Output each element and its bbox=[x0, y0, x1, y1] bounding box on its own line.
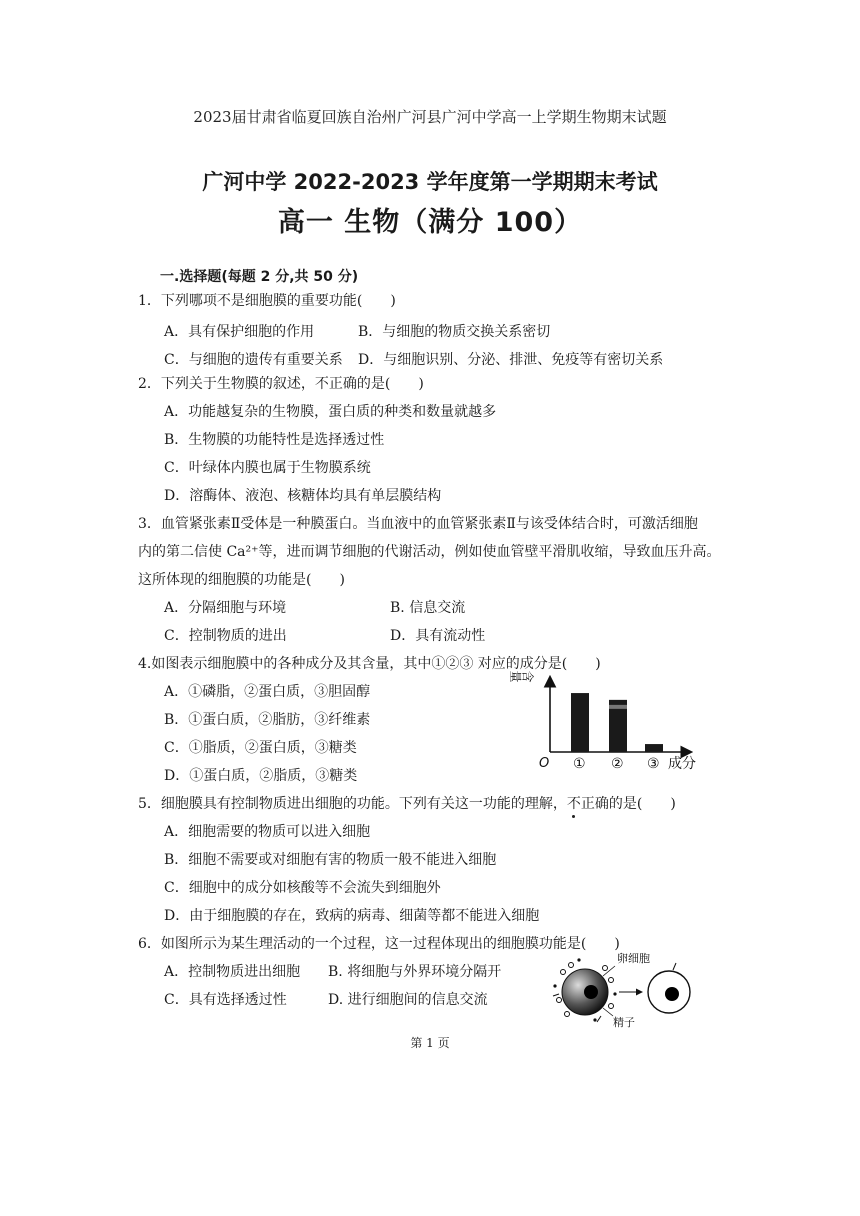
question-5-option-a: A．细胞需要的物质可以进入细胞 bbox=[164, 824, 371, 840]
document-title: 2023届甘肃省临夏回族自治州广河县广河中学高一上学期生物期末试题 bbox=[193, 108, 667, 126]
question-3-stem-line-1: 3．血管紧张素Ⅱ受体是一种膜蛋白。当血液中的血管紧张素Ⅱ与该受体结合时，可激活细胞 bbox=[138, 516, 698, 532]
question-4-option-c: C．①脂质，②蛋白质，③糖类 bbox=[164, 740, 357, 756]
subject-title: 高一 生物（满分 100） bbox=[277, 207, 583, 238]
chart-x-axis-label: 成分 bbox=[668, 756, 696, 772]
chart-tick-label-1: ① bbox=[573, 756, 586, 772]
chart-tick-label-2: ② bbox=[611, 756, 624, 772]
chart-tick-label-3: ③ bbox=[647, 756, 660, 772]
chart-bar-1 bbox=[571, 693, 589, 752]
membrane-composition-chart bbox=[510, 669, 710, 782]
egg-cell-with-sperm bbox=[553, 958, 617, 1022]
sperm-label-pointer bbox=[603, 1008, 613, 1016]
question-2-option-d: D．溶酶体、液泡、核糖体均具有单层膜结构 bbox=[164, 488, 442, 504]
page-number: 第 1 页 bbox=[410, 1036, 450, 1050]
question-3-option-d: D．具有流动性 bbox=[390, 628, 486, 644]
question-1-option-c: C．与细胞的遗传有重要关系 bbox=[164, 352, 343, 368]
question-6-option-a: A．控制物质进出细胞 bbox=[164, 964, 301, 980]
egg-cell-label: 卵细胞 bbox=[617, 952, 650, 965]
question-3-option-a: A．分隔细胞与环境 bbox=[164, 600, 287, 616]
question-6-stem: 6．如图所示为某生理活动的一个过程，这一过程体现出的细胞膜功能是( ) bbox=[138, 936, 620, 952]
question-2-stem: 2．下列关于生物膜的叙述，不正确的是( ) bbox=[138, 376, 424, 392]
question-4-option-a: A．①磷脂，②蛋白质，③胆固醇 bbox=[164, 684, 371, 700]
question-6-option-d: D. 进行细胞间的信息交流 bbox=[328, 992, 488, 1008]
question-5-option-d: D．由于细胞膜的存在，致病的病毒、细菌等都不能进入细胞 bbox=[164, 908, 540, 924]
question-1-option-b: B．与细胞的物质交换关系密切 bbox=[358, 324, 551, 340]
question-1-option-a: A．具有保护细胞的作用 bbox=[164, 324, 315, 340]
chart-bar-3 bbox=[645, 744, 663, 752]
chart-y-axis-label: 含量 bbox=[510, 669, 534, 683]
question-5-option-b: B．细胞不需要或对细胞有害的物质一般不能进入细胞 bbox=[164, 852, 497, 868]
question-6-option-c: C．具有选择透过性 bbox=[164, 992, 287, 1008]
question-3-stem-line-3: 这所体现的细胞膜的功能是( ) bbox=[138, 572, 345, 588]
section-heading: 一.选择题(每题 2 分,共 50 分) bbox=[160, 269, 359, 285]
question-1-option-d: D．与细胞识别、分泌、排泄、免疫等有密切关系 bbox=[358, 352, 664, 368]
fertilized-egg bbox=[648, 963, 690, 1013]
question-3-stem-line-2: 内的第二信使 Ca²⁺等，进而调节细胞的代谢活动，例如使血管壁平滑肌收缩，导致血压升高。 bbox=[138, 544, 721, 560]
question-4-option-d: D．①蛋白质，②脂质，③糖类 bbox=[164, 768, 358, 784]
question-5-option-c: C．细胞中的成分如核酸等不会流失到细胞外 bbox=[164, 880, 441, 896]
chart-origin-label: O bbox=[539, 756, 550, 771]
question-2-option-c: C．叶绿体内膜也属于生物膜系统 bbox=[164, 460, 371, 476]
chart-bar-2-band bbox=[609, 705, 627, 709]
question-5-stem-part-1: 5．细胞膜具有控制物质进出细胞的功能。下列有关这一功能的理解， bbox=[138, 796, 567, 812]
question-6-option-b: B. 将细胞与外界环境分隔开 bbox=[328, 964, 502, 980]
fertilization-diagram bbox=[545, 950, 705, 1030]
question-2-option-a: A．功能越复杂的生物膜，蛋白质的种类和数量就越多 bbox=[164, 404, 497, 420]
question-4-stem: 4.如图表示细胞膜中的各种成分及其含量，其中①②③ 对应的成分是( ) bbox=[138, 656, 601, 672]
question-1-stem: 1．下列哪项不是细胞膜的重要功能( ) bbox=[138, 293, 396, 309]
question-4-option-b: B．①蛋白质，②脂肪，③纤维素 bbox=[164, 712, 371, 728]
question-5-stem bbox=[138, 793, 676, 813]
question-3-option-b: B. 信息交流 bbox=[390, 600, 466, 616]
sperm-label: 精子 bbox=[613, 1016, 635, 1029]
question-2-option-b: B．生物膜的功能特性是选择透过性 bbox=[164, 432, 385, 448]
question-5-emphasis: 不 bbox=[566, 796, 581, 812]
exam-title: 广河中学 2022-2023 学年度第一学期期末考试 bbox=[202, 170, 658, 194]
question-5-stem-part-2: 正确的是( ) bbox=[580, 796, 676, 812]
question-3-option-c: C．控制物质的进出 bbox=[164, 628, 287, 644]
egg-label-pointer bbox=[603, 966, 615, 976]
